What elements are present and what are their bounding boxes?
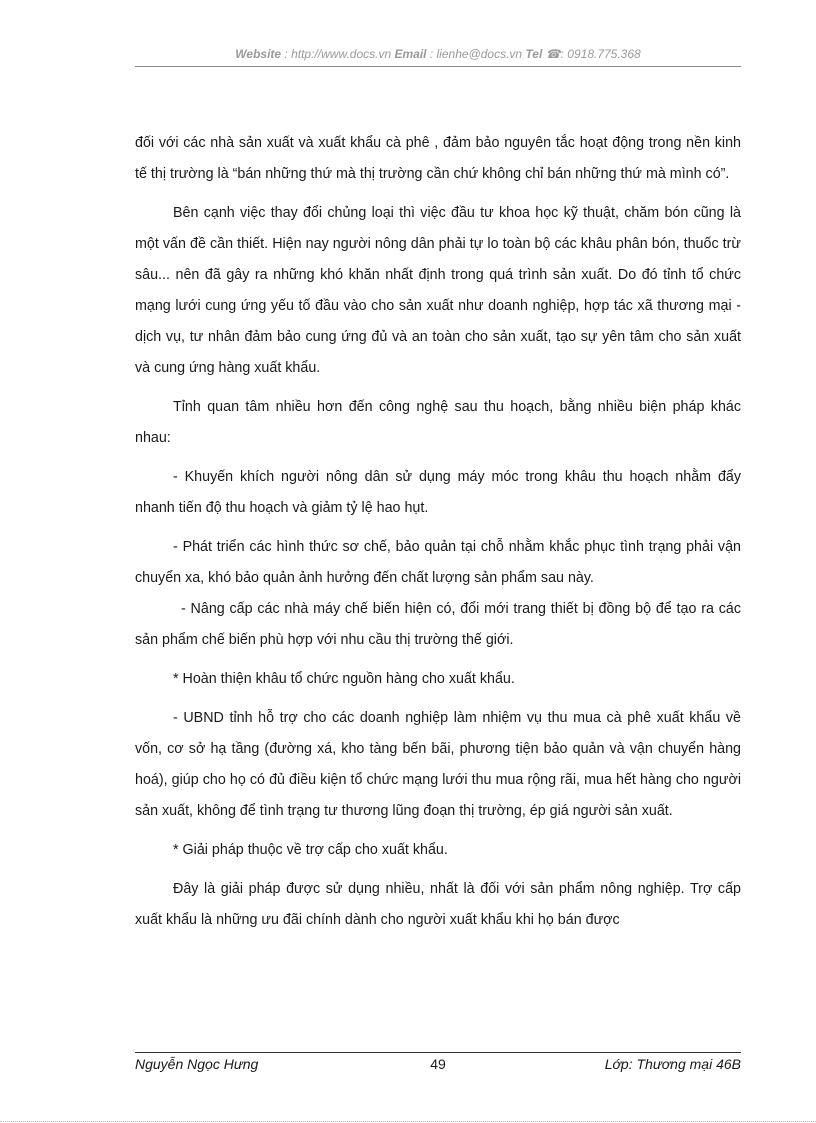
phone-icon: ☎ xyxy=(545,47,561,61)
paragraph: đối với các nhà sản xuất và xuất khẩu cà phê , đảm bảo nguyên tắc hoạt động trong nền kinh tế thị trường là “bán những thứ mà thị trường cần chứ không chỉ bán những thứ mà mình có”. xyxy=(135,135,741,182)
website-link[interactable]: : http://www.docs.vn xyxy=(284,47,392,61)
list-item: - UBND tỉnh hỗ trợ cho các doanh nghiệp làm nhiệm vụ thu mua cà phê xuất khẩu về vốn, cơ sở hạ tầng (đường xá, kho tàng bến bãi, phương tiện bảo quản và vận chuyển hàng hoá), giúp cho họ có đủ điều kiện tổ chức mạng lưới thu mua rộng rãi, mua hết hàng cho người sản xuất, không để tình trạng tư thương lũng đoạn thị trường, ép giá người sản xuất. xyxy=(135,710,741,819)
paragraph: Đây là giải pháp được sử dụng nhiều, nhất là đối với sản phẩm nông nghiệp. Trợ cấp xuất khẩu là những ưu đãi chính dành cho người xuất khẩu khi họ bán được xyxy=(135,881,741,928)
paragraph: Bên cạnh việc thay đổi chủng loại thì việc đầu tư khoa học kỹ thuật, chăm bón cũng là một vấn đề cần thiết. Hiện nay người nông dân phải tự lo toàn bộ các khâu phân bón, thuốc trừ sâu... nên đã gây ra những khó khăn nhất định trong quá trình sản xuất. Do đó tỉnh tổ chức mạng lưới cung ứng yếu tố đầu vào cho sản xuất như doanh nghiệp, hợp tác xã thương mại - dịch vụ, tư nhân đảm bảo cung ứng đủ và an toàn cho sản xuất, tạo sự yên tâm cho sản xuất và cung ứng hàng xuất khẩu. xyxy=(135,205,741,376)
list-item: - Nâng cấp các nhà máy chế biến hiện có, đổi mới trang thiết bị đồng bộ để tạo ra các sản phẩm chế biến phù hợp với nhu cầu thị trường thế giới. xyxy=(135,601,741,648)
footer-divider xyxy=(135,1052,741,1053)
page-bottom-edge xyxy=(0,1121,816,1122)
section-heading: * Giải pháp thuộc về trợ cấp cho xuất khẩu. xyxy=(173,842,448,858)
tel-label: Tel xyxy=(525,47,543,61)
footer-author: Nguyễn Ngọc Hưng xyxy=(135,1056,259,1072)
list-item: - Phát triển các hình thức sơ chế, bảo quản tại chỗ nhằm khắc phục tình trạng phải vận chuyển xa, khó bảo quản ảnh hưởng đến chất lượng sản phẩm sau này. xyxy=(135,539,741,586)
paragraph: Tỉnh quan tâm nhiều hơn đến công nghệ sau thu hoạch, bằng nhiều biện pháp khác nhau: xyxy=(135,399,741,446)
tel-value: : 0918.775.368 xyxy=(560,47,641,61)
page-header xyxy=(135,47,741,61)
header-divider xyxy=(135,66,741,67)
footer-class: Lớp: Thương mại 46B xyxy=(604,1056,741,1072)
page-footer xyxy=(135,1056,741,1072)
list-item: - Khuyến khích người nông dân sử dụng máy móc trong khâu thu hoạch nhằm đẩy nhanh tiến độ thu hoạch và giảm tỷ lệ hao hụt. xyxy=(135,469,741,516)
email-label: Email xyxy=(394,47,427,61)
document-body xyxy=(135,128,741,944)
section-heading: * Hoàn thiện khâu tổ chức nguồn hàng cho xuất khẩu. xyxy=(173,671,515,687)
email-link[interactable]: : lienhe@docs.vn xyxy=(429,47,523,61)
page-number: 49 xyxy=(430,1056,446,1072)
website-label: Website xyxy=(235,47,282,61)
